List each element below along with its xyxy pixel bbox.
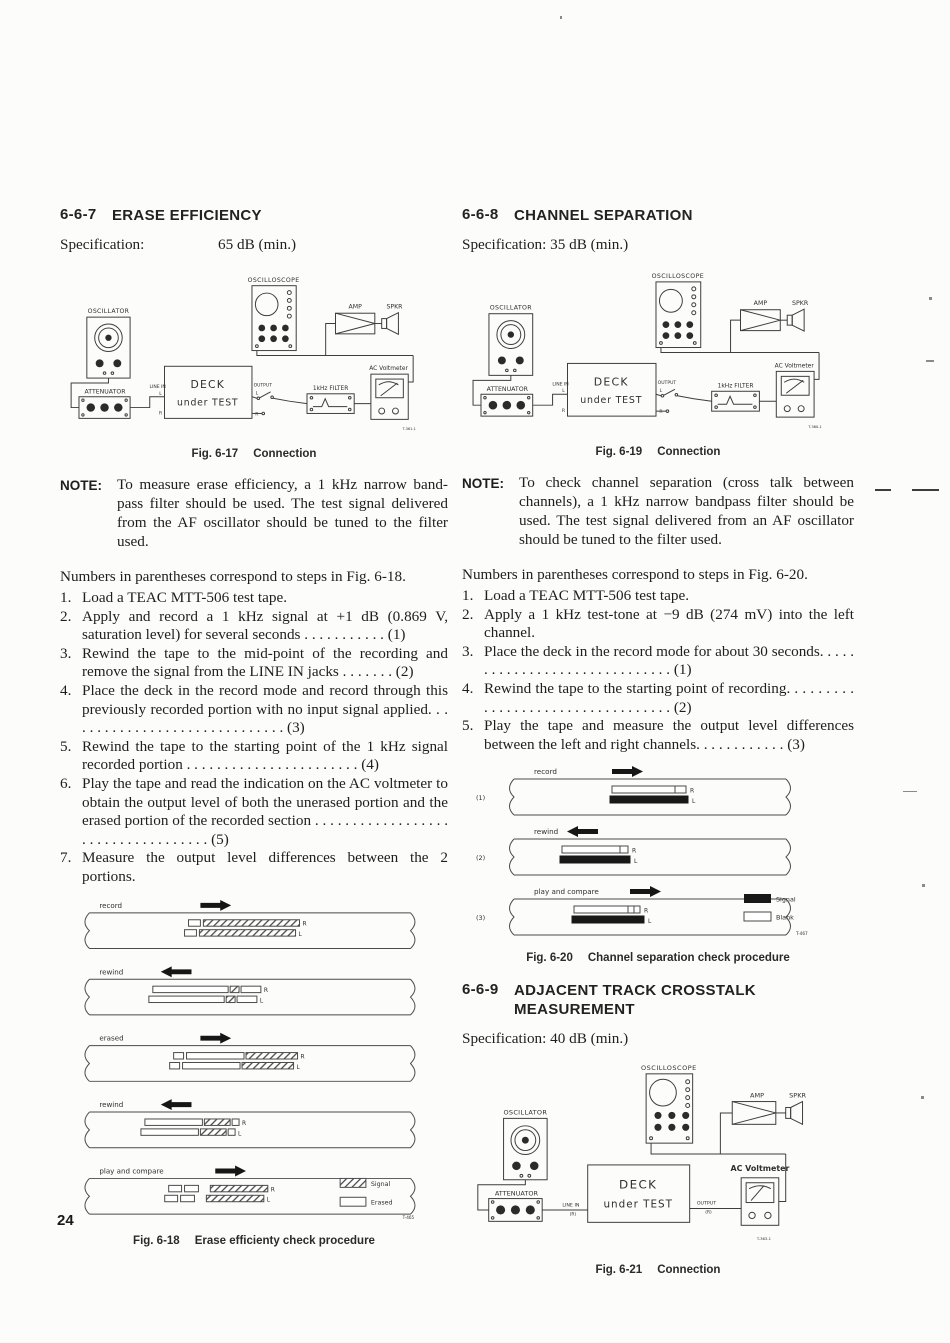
fig-code: T-465 xyxy=(402,1214,415,1220)
step-text: Rewind the tape to the starting point of recording. . . . . . . . . . . . . . . . . . . . . . . . . . . . . . . . . . (2) xyxy=(484,679,854,716)
direction-arrow-right xyxy=(630,886,661,897)
oscilloscope-icon xyxy=(646,1074,693,1143)
step-text: Load a TEAC MTT-506 test tape. xyxy=(82,589,287,606)
oscillator-label: OSCILLATOR xyxy=(87,308,130,316)
attenuator-knobs xyxy=(489,401,525,410)
output-l: L xyxy=(659,388,663,394)
fig-caption-title: Connection xyxy=(657,1264,721,1277)
filter-label: 1kHz FILTER xyxy=(717,382,754,390)
panel-number: (1) xyxy=(476,794,486,803)
direction-arrow-left xyxy=(567,826,598,837)
legend-erased-label: Erased xyxy=(370,1199,393,1207)
fig-caption-label: Fig. 6-20 xyxy=(526,952,573,965)
tape-tracks xyxy=(170,1052,298,1068)
scan-artifact xyxy=(922,884,925,887)
tape-row-label: play and compare xyxy=(99,1165,164,1175)
step-number: 2. xyxy=(60,607,72,625)
tape-tracks xyxy=(141,1118,239,1134)
direction-arrow-left xyxy=(161,1099,192,1110)
oscilloscope-label: OSCILLOSCOPE xyxy=(247,276,300,284)
figure-6-18 xyxy=(60,895,448,1247)
ac-voltmeter-icon xyxy=(741,1178,779,1226)
section-number: 6-6-9 xyxy=(462,981,499,999)
direction-arrow-right xyxy=(612,766,643,777)
amp-icon xyxy=(741,310,781,331)
track-l-label: L xyxy=(259,997,264,1005)
right-column xyxy=(462,206,854,1276)
step-number: 1. xyxy=(462,587,474,604)
step-text: Place the deck in the record mode and record through this previously recorded portion with no input signal applied. . . . . . . . . . . . . . . . . . . . . . . . . . . . . . (3) xyxy=(82,681,448,737)
section-header-669 xyxy=(462,981,854,1019)
output-label: OUTPUT xyxy=(253,383,272,389)
track-r-label: R xyxy=(632,847,637,855)
deck-label-2: under TEST xyxy=(603,1198,673,1211)
oscillator-knobs xyxy=(512,1137,538,1170)
oscilloscope-label: OSCILLOSCOPE xyxy=(651,272,705,280)
track-l-label: L xyxy=(296,1063,300,1071)
oscillator-icon xyxy=(489,314,533,376)
fig-6-17-caption xyxy=(60,448,448,460)
amp-icon xyxy=(336,313,375,334)
scan-artifact xyxy=(912,489,939,491)
spec-row xyxy=(60,236,448,256)
line-in-l: L xyxy=(562,389,565,395)
direction-arrow-right xyxy=(200,899,231,910)
oscilloscope-knobs xyxy=(663,321,694,339)
track-r-label: R xyxy=(242,1119,247,1127)
note-text: To measure erase efficiency, a 1 kHz narrow band-pass filter should be used. The test signal delivered from the AF oscillator should be tuned to the filter used. xyxy=(117,476,448,550)
output-r: R xyxy=(659,410,663,416)
connection-diagram-6-17 xyxy=(60,268,440,440)
fig-code: T-360-1 xyxy=(808,425,822,430)
step-text: Measure the output level differences between the 2 portions. xyxy=(82,849,448,885)
legend-blank-label: Blank xyxy=(776,913,794,922)
step-text: Rewind the tape to the mid-point of the recording and remove the signal from the LINE IN jacks . . . . . . . (2) xyxy=(82,644,448,681)
direction-arrow-right xyxy=(215,1165,246,1176)
line-in-r: R xyxy=(561,409,566,415)
tape-row-label: record xyxy=(99,900,123,910)
deck-box xyxy=(567,363,655,416)
tape-tracks xyxy=(165,1185,268,1201)
section-header-668 xyxy=(462,206,854,225)
figure-6-20 xyxy=(462,764,854,964)
step-text: Load a TEAC MTT-506 test tape. xyxy=(484,587,689,604)
line-in-r: R xyxy=(158,411,163,417)
output-l: L xyxy=(255,391,259,397)
deck-label-1: DECK xyxy=(619,1178,658,1193)
amp-label: AMP xyxy=(753,299,768,307)
ac-voltmeter-label: AC Voltmeter xyxy=(730,1164,790,1174)
deck-label-1: DECK xyxy=(190,377,225,391)
step-number: 7. xyxy=(60,849,72,867)
panel-number: (2) xyxy=(476,854,486,863)
fig-caption-title: Connection xyxy=(657,446,721,458)
track-l-label: L xyxy=(634,858,638,866)
ac-voltmeter-icon xyxy=(776,371,814,417)
step-number: 3. xyxy=(60,644,72,662)
step-text: Play the tape and measure the output level differences between the left and right channels. . . . . . . . . . . . (3) xyxy=(484,717,854,753)
connection-diagram-6-19 xyxy=(462,264,846,438)
oscillator-knobs xyxy=(498,331,524,364)
track-r-label: R xyxy=(270,1185,275,1193)
step-number: 6. xyxy=(60,774,72,792)
oscilloscope-knobs xyxy=(258,325,288,342)
spkr-label: SPKR xyxy=(386,303,403,311)
fig-6-20-caption xyxy=(462,952,854,964)
fig-code: T-361-1 xyxy=(402,427,416,432)
oscilloscope-label: OSCILLOSCOPE xyxy=(641,1064,697,1073)
line-in-label: LINE IN xyxy=(562,1203,580,1209)
fig-caption-title: Connection xyxy=(253,448,317,460)
step-number: 2. xyxy=(462,605,474,623)
ac-voltmeter-label: AC Voltmeter xyxy=(369,366,408,373)
step-item xyxy=(60,849,448,886)
attenuator-knobs xyxy=(87,403,123,411)
section-number: 6-6-7 xyxy=(60,206,97,223)
fig-6-21-caption xyxy=(462,1264,854,1276)
step-item xyxy=(60,738,448,775)
filter-label: 1kHz FILTER xyxy=(312,385,349,392)
step-text: Apply a 1 kHz test-tone at −9 dB (274 mV) into the left channel. xyxy=(484,605,854,642)
speaker-icon xyxy=(786,1102,803,1125)
scan-artifact xyxy=(921,1096,924,1099)
step-text: Apply and record a 1 kHz signal at +1 dB (0.869 V, saturation level) for several seconds . . . . . . . . . . . (1) xyxy=(82,607,448,644)
section-title: CHANNEL SEPARATION xyxy=(514,207,693,224)
deck-label-1: DECK xyxy=(593,375,629,389)
track-l-label: L xyxy=(266,1196,271,1204)
fig-caption-label: Fig. 6-18 xyxy=(133,1234,180,1247)
tape-tracks xyxy=(149,986,261,1002)
ac-voltmeter-icon xyxy=(371,374,408,419)
section-title: ADJACENT TRACK CROSSTALK MEASUREMENT xyxy=(514,982,756,1019)
line-in-channel: (R) xyxy=(569,1212,577,1218)
track-r-label: R xyxy=(263,986,268,994)
track-l-label: L xyxy=(298,930,302,938)
tape-tracks xyxy=(560,846,630,863)
deck-box xyxy=(588,1165,690,1222)
step-number: 4. xyxy=(462,679,474,697)
note-block xyxy=(60,475,448,551)
tape-diagram-6-20 xyxy=(462,764,854,944)
procedure-steps xyxy=(462,587,854,754)
oscillator-icon xyxy=(504,1119,548,1180)
amp-icon xyxy=(732,1102,776,1125)
left-column xyxy=(60,206,448,1247)
scan-artifact xyxy=(875,489,891,491)
step-text: Play the tape and read the indication on the AC voltmeter to obtain the output level of both the unerased portion and the erased portion of the recorded section . . . . . . . . . . . . . . . . . . . . . . . . . . . . . . . . . . . (5) xyxy=(82,774,448,848)
step-item xyxy=(60,608,448,645)
section-number: 6-6-8 xyxy=(462,206,499,223)
oscillator-knobs xyxy=(96,335,122,368)
scan-artifact xyxy=(929,297,932,300)
tape-row-label: play and compare xyxy=(534,887,599,897)
step-number: 5. xyxy=(462,717,474,735)
line-in-label: LINE IN xyxy=(552,382,569,388)
output-r: R xyxy=(255,412,259,418)
note-block xyxy=(462,473,854,549)
note-label: NOTE: xyxy=(462,476,504,491)
spec-value: 65 dB (min.) xyxy=(218,236,297,253)
scan-artifact xyxy=(560,16,562,19)
step-text: Rewind the tape to the starting point of the 1 kHz signal recorded portion . . . . . . . . . . . . . . . . . . . . . . . (4) xyxy=(82,737,448,774)
tape-row-label: rewind xyxy=(99,966,124,976)
step-item xyxy=(60,589,448,608)
fig-caption-label: Fig. 6-17 xyxy=(191,448,239,460)
tape-row-label: record xyxy=(534,767,557,777)
attenuator-label: ATTENUATOR xyxy=(84,388,126,396)
figure-6-21 xyxy=(462,1058,854,1276)
scan-artifact xyxy=(903,791,917,792)
step-text: Place the deck in the record mode for about 30 seconds. . . . . . . . . . . . . . . . . . . . . . . . . . . . . . (1) xyxy=(484,642,854,679)
step-number: 3. xyxy=(462,642,474,660)
page-number: 24 xyxy=(57,1212,74,1229)
filter-icon xyxy=(307,394,354,414)
tape-tracks xyxy=(185,919,300,935)
scan-artifact xyxy=(926,360,934,362)
spkr-label: SPKR xyxy=(792,299,809,307)
spec-line: Specification: 35 dB (min.) xyxy=(462,236,629,253)
tape-strip xyxy=(510,839,791,875)
output-label: OUTPUT xyxy=(696,1201,717,1207)
section-title: ERASE EFFICIENCY xyxy=(112,207,262,224)
amp-label: AMP xyxy=(749,1091,765,1100)
step-number: 4. xyxy=(60,681,72,699)
line-in-label: LINE IN xyxy=(149,384,166,390)
oscillator-label: OSCILLATOR xyxy=(489,304,532,312)
procedure-steps xyxy=(60,589,448,887)
step-item xyxy=(462,587,854,606)
tape-tracks xyxy=(610,786,688,803)
output-channel: (R) xyxy=(705,1210,712,1216)
oscillator-label: OSCILLATOR xyxy=(503,1108,548,1117)
fig-caption-label: Fig. 6-19 xyxy=(595,446,643,458)
step-number: 5. xyxy=(60,737,72,755)
tape-row-label: rewind xyxy=(534,827,559,837)
track-r-label: R xyxy=(690,787,695,795)
output-label: OUTPUT xyxy=(657,380,677,386)
tape-strip xyxy=(85,1112,415,1148)
track-l-label: L xyxy=(692,798,696,806)
figure-6-17 xyxy=(60,268,448,460)
filter-icon xyxy=(712,391,760,411)
fig-code: T-363-1 xyxy=(756,1237,772,1242)
legend-signal-label: Signal xyxy=(776,895,796,904)
deck-box xyxy=(164,366,251,418)
speaker-icon xyxy=(382,313,399,335)
step-item xyxy=(60,775,448,849)
tape-tracks xyxy=(572,906,644,923)
attenuator-knobs xyxy=(496,1206,535,1215)
deck-label-2: under TEST xyxy=(177,397,239,409)
ac-voltmeter-label: AC Voltmeter xyxy=(774,362,814,370)
tape-row-label: erased xyxy=(99,1033,124,1043)
speaker-icon xyxy=(787,309,804,331)
fig-caption-title: Channel separation check procedure xyxy=(587,952,790,965)
tape-diagram-6-18 xyxy=(60,895,430,1227)
legend xyxy=(744,894,808,936)
deck-label-2: under TEST xyxy=(580,395,643,407)
step-item xyxy=(462,643,854,680)
line-in-l: L xyxy=(159,391,162,397)
spkr-label: SPKR xyxy=(789,1091,807,1100)
panel-number: (3) xyxy=(476,914,486,923)
connection-diagram-6-21 xyxy=(462,1058,854,1256)
track-r-label: R xyxy=(302,920,307,928)
attenuator-label: ATTENUATOR xyxy=(494,1189,539,1198)
step-item xyxy=(60,682,448,738)
section-header-667 xyxy=(60,206,448,225)
fig-caption-label: Fig. 6-21 xyxy=(595,1264,643,1277)
fig-6-18-caption xyxy=(60,1235,448,1247)
track-r-label: R xyxy=(300,1053,305,1061)
step-item xyxy=(462,717,854,754)
steps-intro: Numbers in parentheses correspond to steps in Fig. 6-18. xyxy=(60,568,406,585)
step-item xyxy=(60,645,448,682)
oscillator-icon xyxy=(87,317,130,378)
fig-caption-title: Erase efficienty check procedure xyxy=(194,1234,375,1247)
spec-label: Specification: xyxy=(60,236,145,253)
fig-6-19-caption xyxy=(462,446,854,458)
track-l-label: L xyxy=(238,1129,242,1137)
amp-label: AMP xyxy=(348,303,362,311)
figure-6-19 xyxy=(462,264,854,458)
step-number: 1. xyxy=(60,589,72,606)
track-l-label: L xyxy=(648,918,652,926)
direction-arrow-right xyxy=(200,1032,231,1043)
fig-code: T-467 xyxy=(796,931,808,937)
legend-signal-label: Signal xyxy=(370,1180,391,1188)
spec-line: Specification: 40 dB (min.) xyxy=(462,1030,629,1048)
direction-arrow-left xyxy=(161,966,192,977)
tape-row-label: rewind xyxy=(99,1099,124,1109)
oscilloscope-knobs xyxy=(654,1112,689,1131)
note-label: NOTE: xyxy=(60,478,102,493)
track-r-label: R xyxy=(644,907,649,915)
step-item xyxy=(462,606,854,643)
step-item xyxy=(462,680,854,717)
attenuator-label: ATTENUATOR xyxy=(486,385,529,393)
note-text: To check channel separation (cross talk between channels), a 1 kHz narrow bandpass filter should be used. The test signal delivered from an AF oscillator should be tuned to the filter used. xyxy=(519,474,854,548)
steps-intro: Numbers in parentheses correspond to steps in Fig. 6-20. xyxy=(462,566,808,583)
